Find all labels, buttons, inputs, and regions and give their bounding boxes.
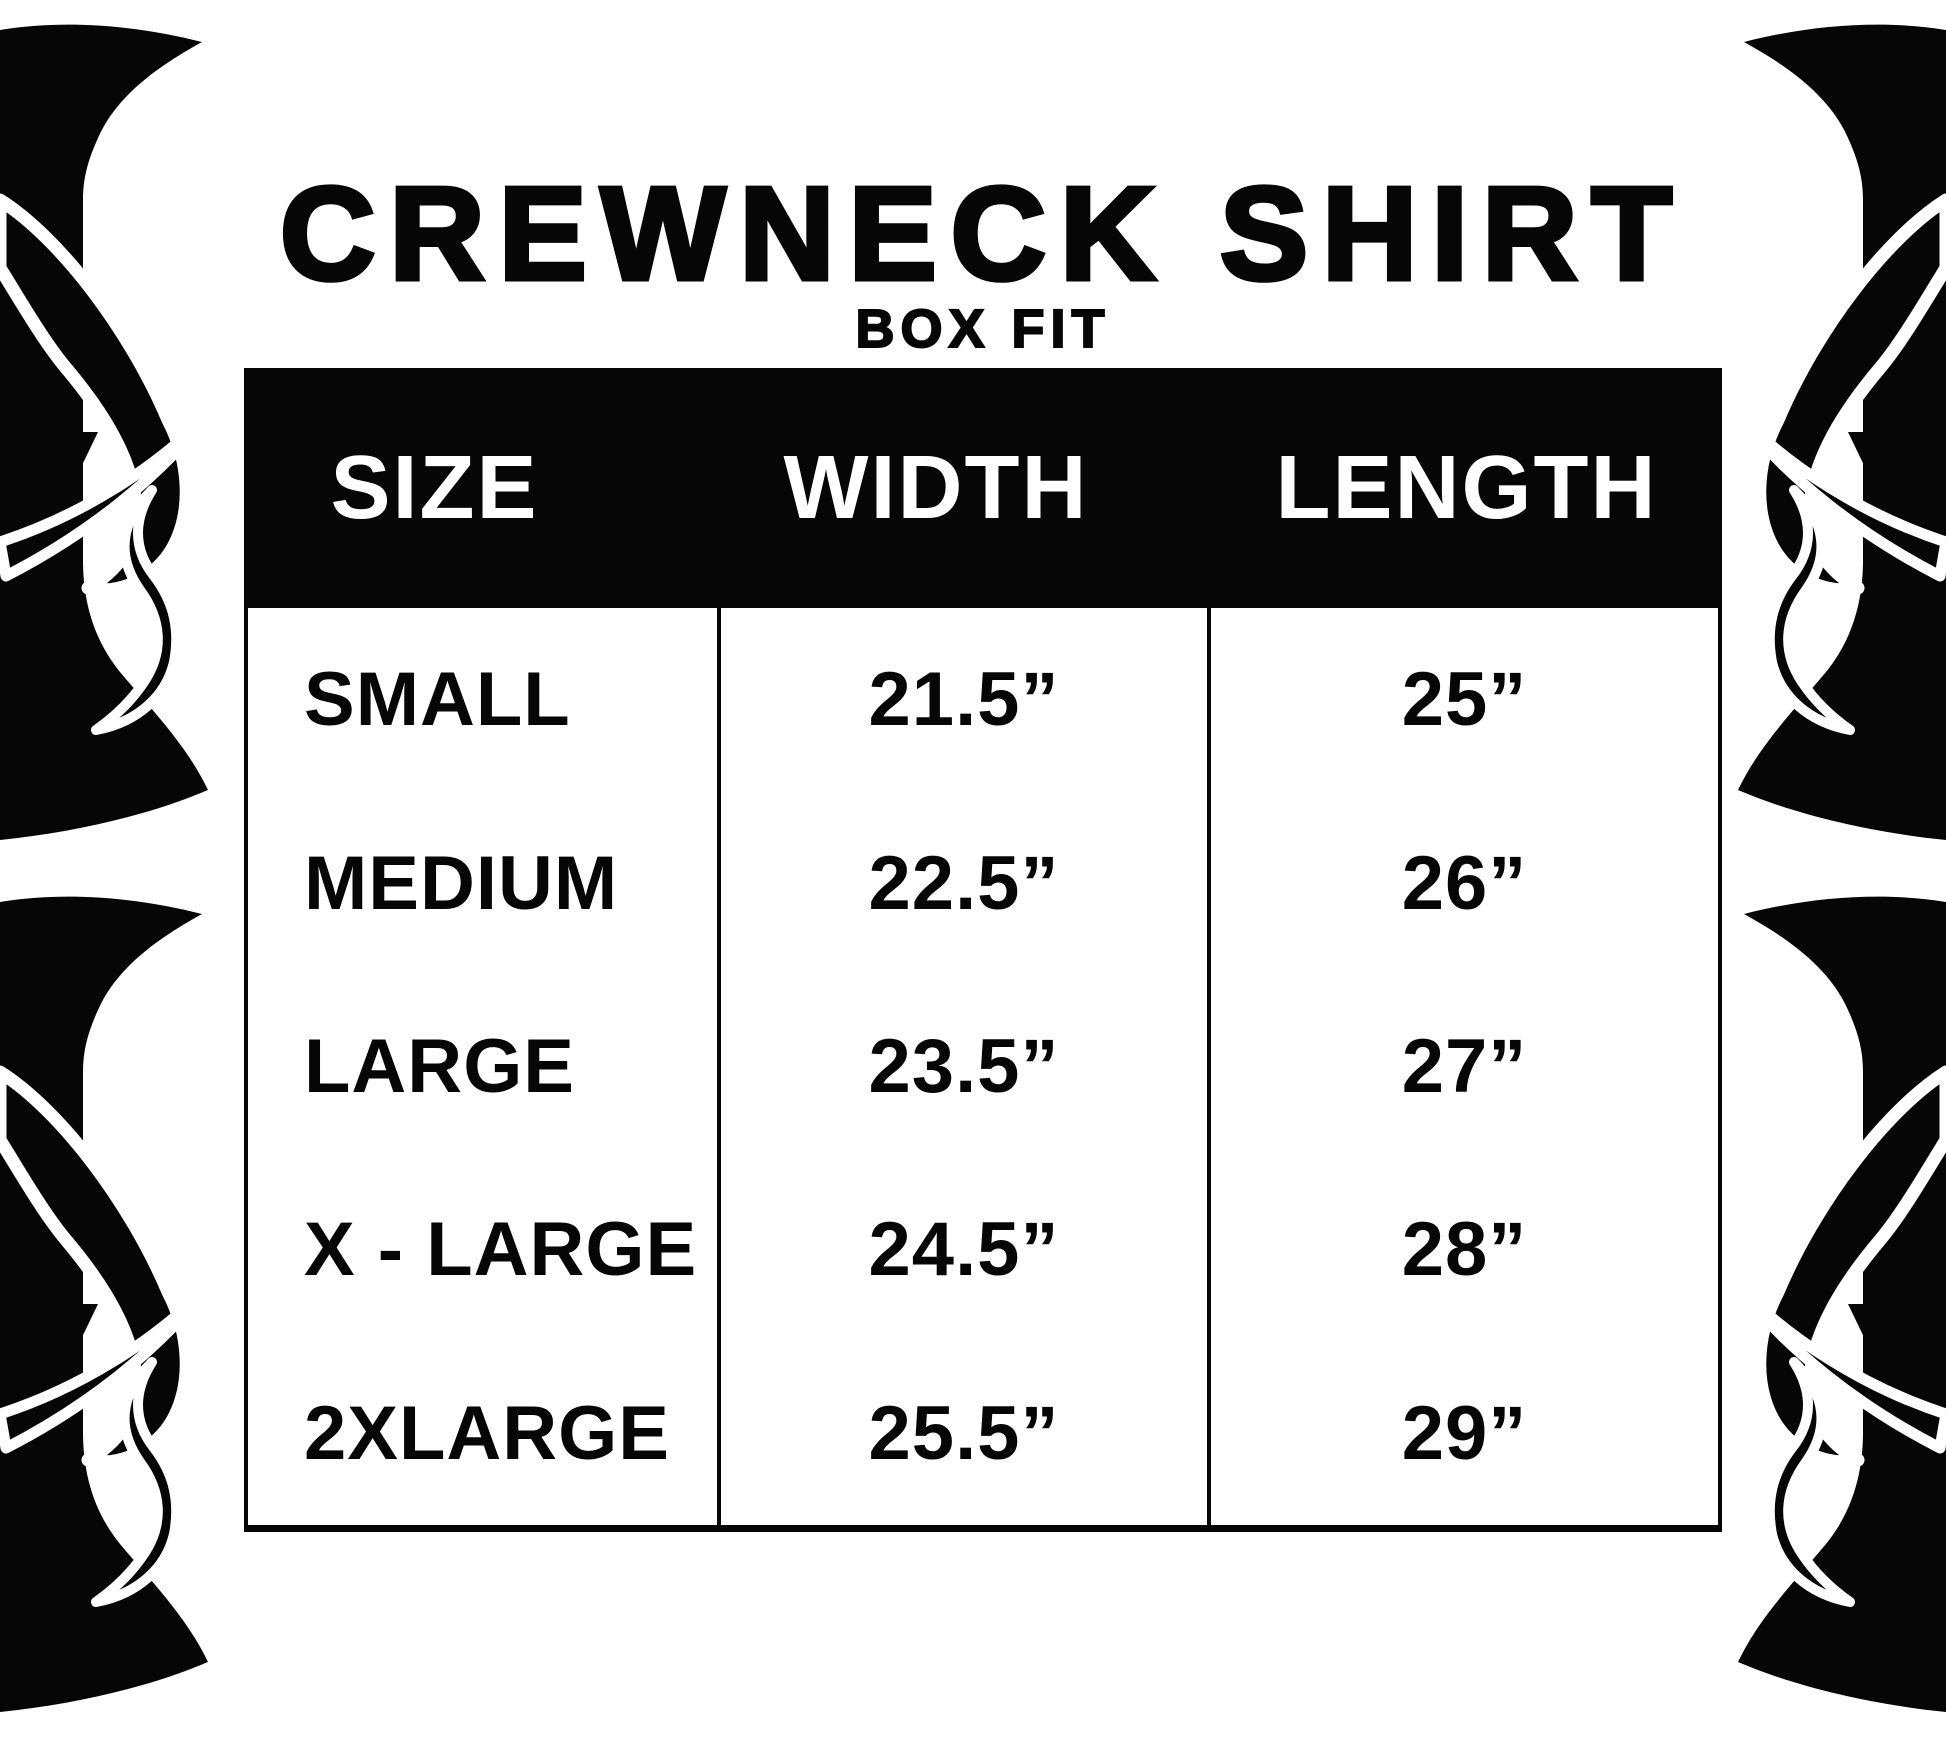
chart-content (244, 0, 1722, 1745)
cell-size: LARGE (248, 975, 721, 1158)
cell-width: 22.5” (721, 791, 1211, 974)
cell-size: 2XLARGE (248, 1342, 721, 1525)
column-header-size-label: SIZE (330, 437, 539, 538)
table-row (248, 975, 1718, 1158)
cell-length: 26” (1401, 840, 1528, 926)
table-row (248, 608, 1718, 791)
cell-length: 28” (1401, 1207, 1528, 1293)
table-row (248, 791, 1718, 974)
cell-width: 24.5” (721, 1158, 1211, 1341)
cell-length: 29” (1401, 1390, 1528, 1476)
column-header-length-label: LENGTH (1275, 437, 1658, 538)
cell-width: 25.5” (721, 1342, 1211, 1525)
tribal-ornament-right-icon (1711, 0, 1946, 1745)
cell-length: 27” (1401, 1024, 1528, 1110)
table-row (248, 1342, 1718, 1525)
cell-length: 25” (1401, 657, 1528, 743)
cell-width: 23.5” (721, 975, 1211, 1158)
cell-size: SMALL (248, 608, 721, 791)
column-header-width (717, 368, 1211, 608)
cell-size: MEDIUM (248, 791, 721, 974)
table-row (248, 1158, 1718, 1341)
column-header-width-label: WIDTH (783, 437, 1089, 538)
column-header-length (1211, 368, 1722, 608)
page-title: CREWNECK SHIRT (280, 160, 1686, 307)
tribal-ornament-left-icon (0, 0, 235, 1745)
size-table (244, 368, 1722, 1532)
size-table-header (244, 368, 1722, 608)
cell-width: 21.5” (721, 608, 1211, 791)
size-table-body (244, 608, 1722, 1532)
page-subtitle: BOX FIT (855, 299, 1111, 359)
cell-size: X - LARGE (248, 1158, 721, 1341)
column-header-size (244, 368, 717, 608)
